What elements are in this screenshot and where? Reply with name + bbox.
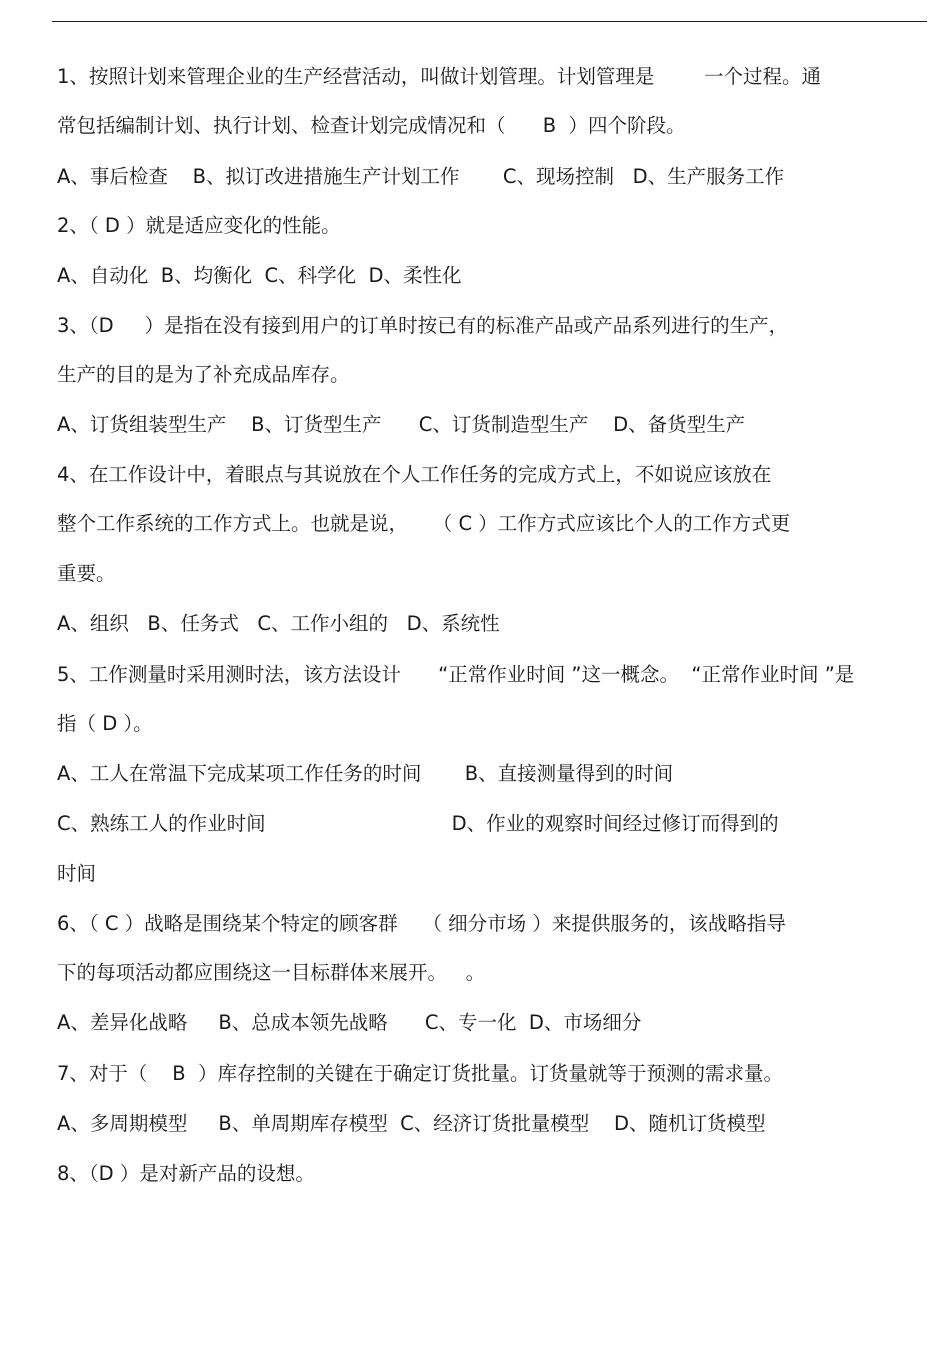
q7-stem: 7、对于（ B ）库存控制的关键在于确定订货批量。订货量就等于预测的需求量。 — [57, 1062, 783, 1085]
q5-stem-line2: 指（ D ）。 — [57, 712, 153, 735]
q6-stem-line1: 6、（ C ）战略是围绕某个特定的顾客群 （ 细分市场 ）来提供服务的，该战略指导 — [57, 912, 786, 935]
q5-stem-line1: 5、工作测量时采用测时法，该方法设计 “正常作业时间 ”这一概念。 “正常作业时间 ”是 — [57, 663, 855, 686]
q4-stem-line1: 4、在工作设计中，着眼点与其说放在个人工作任务的完成方式上，不如说应该放在 — [57, 463, 772, 486]
q3-options: A、订货组装型生产 B、订货型生产 C、订货制造型生产 D、备货型生产 — [57, 413, 746, 436]
q2-stem: 2、（ D ）就是适应变化的性能。 — [57, 214, 341, 237]
q8-stem: 8、（D ）是对新产品的设想。 — [57, 1162, 315, 1185]
q4-stem-line2: 整个工作系统的工作方式上。也就是说， （ C ）工作方式应该比个人的工作方式更 — [57, 512, 791, 535]
q6-options: A、差异化战略 B、总成本领先战略 C、专一化 D、市场细分 — [57, 1011, 642, 1034]
header-rule — [52, 21, 927, 22]
q2-options: A、自动化 B、均衡化 C、科学化 D、柔性化 — [57, 264, 462, 287]
q3-stem-line2: 生产的目的是为了补充成品库存。 — [57, 363, 350, 386]
q1-stem-line2: 常包括编制计划、执行计划、检查计划完成情况和（ B ）四个阶段。 — [57, 114, 686, 137]
q5-options-cd: C、熟练工人的作业时间 D、作业的观察时间经过修订而得到的 — [57, 812, 779, 835]
q3-stem-line1: 3、（D ）是指在没有接到用户的订单时按已有的标准产品或产品系列进行的生产， — [57, 314, 789, 337]
q1-options: A、事后检查 B、拟订改进措施生产计划工作 C、现场控制 D、生产服务工作 — [57, 165, 785, 188]
q5-options-cd-cont: 时间 — [57, 862, 97, 885]
q6-stem-line2: 下的每项活动都应围绕这一目标群体来展开。 。 — [57, 961, 486, 984]
q4-options: A、组织 B、任务式 C、工作小组的 D、系统性 — [57, 612, 500, 635]
q4-stem-line3: 重要。 — [57, 562, 116, 585]
q5-options-ab: A、工人在常温下完成某项工作任务的时间 B、直接测量得到的时间 — [57, 762, 674, 785]
q7-options: A、多周期模型 B、单周期库存模型 C、经济订货批量模型 D、随机订货模型 — [57, 1112, 766, 1135]
q1-stem-line1: 1、按照计划来管理企业的生产经营活动，叫做计划管理。计划管理是 一个过程。通 — [57, 65, 821, 88]
